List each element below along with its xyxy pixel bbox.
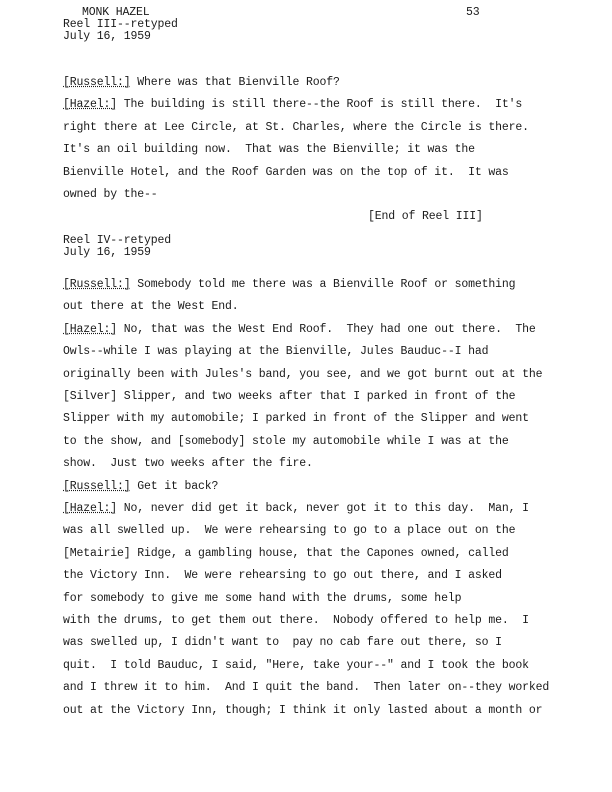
dialogue-line-speaker bbox=[63, 502, 529, 515]
line-text: quit. I told Bauduc, I said, "Here, take your--" and I took the book bbox=[63, 658, 529, 672]
reel-4-date: July 16, 1959 bbox=[63, 246, 151, 259]
speaker-label: [Russell:] bbox=[63, 278, 131, 291]
line-text: [Silver] Slipper, and two weeks after that I parked in front of the bbox=[63, 390, 516, 403]
speaker-label: [Hazel:] bbox=[63, 322, 118, 336]
line-text: owned by the-- bbox=[63, 188, 158, 201]
line-text: No, that was the West End Roof. They had one out there. The bbox=[117, 322, 536, 336]
line-text: Owls--while I was playing at the Bienville, Jules Bauduc--I had bbox=[63, 345, 489, 359]
speaker-label: [Hazel:] bbox=[63, 502, 118, 515]
header-date: July 16, 1959 bbox=[63, 30, 151, 43]
dialogue-line bbox=[63, 524, 515, 537]
dialogue-line bbox=[63, 368, 542, 381]
dialogue-line bbox=[63, 412, 529, 425]
dialogue-line-speaker bbox=[63, 278, 515, 291]
dialogue-line bbox=[63, 143, 475, 156]
dialogue-line bbox=[63, 636, 502, 649]
dialogue-line bbox=[63, 390, 515, 403]
line-text: and I threw it to him. And I quit the band. Then later on--they worked bbox=[63, 681, 550, 695]
line-text: It's an oil building now. That was the Bienville; it was the bbox=[63, 143, 475, 157]
line-text: Bienville Hotel, and the Roof Garden was on the top of it. It was bbox=[63, 165, 509, 179]
header-reel: Reel III--retyped bbox=[63, 18, 178, 31]
line-text: was all swelled up. We were rehearsing to go to a place out on the bbox=[63, 524, 516, 538]
speaker-label: [Hazel:] bbox=[63, 98, 118, 112]
dialogue-line bbox=[63, 435, 509, 448]
dialogue-line bbox=[63, 457, 313, 470]
dialogue-line bbox=[63, 547, 509, 560]
header-title: MONK HAZEL bbox=[82, 6, 150, 19]
line-text: with the drums, to get them out there. Nobody offered to help me. I bbox=[63, 614, 529, 627]
line-text: Somebody told me there was a Bienville Roof or something bbox=[130, 278, 516, 291]
dialogue-line bbox=[63, 659, 529, 672]
page-number: 53 bbox=[466, 6, 480, 19]
dialogue-line bbox=[63, 704, 542, 717]
line-text: for somebody to give me some hand with the drums, some help bbox=[63, 591, 462, 605]
line-text: Get it back? bbox=[130, 479, 219, 493]
dialogue-line-speaker bbox=[63, 323, 536, 336]
dialogue-line-speaker bbox=[63, 98, 522, 111]
line-text: the Victory Inn. We were rehearsing to go out there, and I asked bbox=[63, 569, 502, 583]
line-text: originally been with Jules's band, you see, and we got burnt out at the bbox=[63, 367, 543, 381]
line-text: [Metairie] Ridge, a gambling house, that the Capones owned, called bbox=[63, 546, 509, 560]
line-text: No, never did get it back, never got it to this day. Man, I bbox=[117, 502, 529, 515]
dialogue-line bbox=[63, 121, 529, 134]
dialogue-line-speaker bbox=[63, 480, 218, 493]
dialogue-line bbox=[63, 300, 239, 313]
line-text: Slipper with my automobile; I parked in front of the Slipper and went bbox=[63, 412, 529, 426]
line-text: out at the Victory Inn, though; I think it only lasted about a month or bbox=[63, 703, 543, 717]
line-text: right there at Lee Circle, at St. Charles, where the Circle is there. bbox=[63, 120, 529, 134]
dialogue-line bbox=[63, 166, 509, 179]
dialogue-line bbox=[63, 345, 488, 358]
dialogue-line bbox=[63, 188, 158, 201]
line-text: Where was that Bienville Roof? bbox=[130, 76, 340, 89]
dialogue-line bbox=[63, 614, 529, 627]
reel-4-label: Reel IV--retyped bbox=[63, 234, 172, 247]
line-text: was swelled up, I didn't want to pay no cab fare out there, so I bbox=[63, 636, 502, 650]
line-text: out there at the West End. bbox=[63, 300, 239, 314]
line-text: show. Just two weeks after the fire. bbox=[63, 457, 313, 471]
dialogue-line-speaker bbox=[63, 76, 340, 89]
speaker-label: [Russell:] bbox=[63, 479, 131, 493]
line-text: to the show, and [somebody] stole my automobile while I was at the bbox=[63, 434, 509, 448]
speaker-label: [Russell:] bbox=[63, 76, 131, 89]
line-text: The building is still there--the Roof is still there. It's bbox=[117, 98, 523, 112]
dialogue-line bbox=[63, 592, 461, 605]
end-of-reel-marker: [End of Reel III] bbox=[368, 210, 483, 223]
dialogue-line bbox=[63, 681, 549, 694]
dialogue-line bbox=[63, 569, 502, 582]
